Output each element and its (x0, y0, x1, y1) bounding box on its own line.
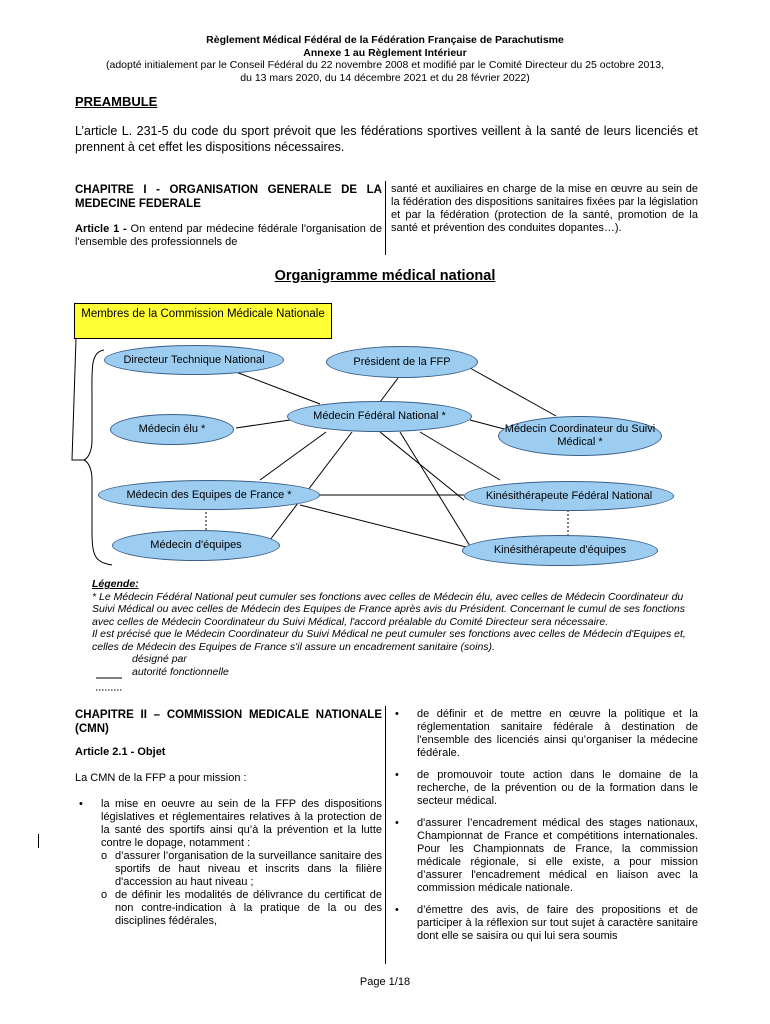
header-adoption: (adopté initialement par le Conseil Fédéral du 22 novembre 2008 et modifié par le Comité Directeur du 25 octobre 2013, (106, 59, 664, 71)
article21-title: Article 2.1 - Objet (75, 746, 166, 758)
node-medecin-federal-national: Médecin Fédéral National * (287, 401, 472, 432)
legend (92, 578, 702, 678)
legend-title: Légende: (92, 578, 139, 590)
legend-text-1: * Le Médecin Fédéral National peut cumuler ses fonctions avec celles de Médecin élu, avec celles de Médecin Coordinateur du Suivi Médical ou avec celles de Médecin des Equipes de France après avis du Président. Concernant le cumul de ses fonctions avec celles de Médecin Coordinateur du Suivi Médical, l'accord préalable du Comité Directeur sera nécessaire. (92, 590, 685, 628)
organigram-title: Organigramme médical national (274, 268, 496, 284)
mission-bullet-2: • de définir et de mettre en œuvre la politique et la réglementation sanitaire fédérale à destination de l'ensemble des licenciés ainsi qu’organiser la médecine fédérale. (391, 708, 698, 760)
revision-mark (38, 834, 39, 848)
node-medecin-equipes: Médecin d'équipes (112, 530, 280, 561)
column-divider-2 (385, 706, 386, 964)
mission-bullet-4: • d'assurer l’encadrement médical des stages nationaux, Championnat de France et compétitions internationales. Pour les Championnats de France, la commission médicale régionale, si elle existe, a pour mission d’assurer l'encadrement médical en liaison avec la commission médicale nationale. (391, 817, 698, 895)
preamble-body: L’article L. 231-5 du code du sport prévoit que les fédérations sportives veillent à la santé de leurs licenciés et prennent à cet effet les dispositions nécessaires. (75, 124, 698, 154)
node-president-ffp: Président de la FFP (326, 346, 478, 378)
mission-sub-1: o d’assurer l’organisation de la surveillance sanitaire des sportifs de haut niveau et inscrits dans la filière d'accession au haut niveau ; (101, 850, 382, 889)
chapter2-left-column (75, 708, 382, 937)
preamble-title: PREAMBULE (75, 94, 158, 109)
mission-bullet-1-text: la mise en oeuvre au sein de la FFP des dispositions législatives et réglementaires relatives à la protection de la santé des sportifs ainsi qu’à la prévention et la lutte contre le dopage, notamment : (101, 798, 382, 849)
node-medecin-elu: Médecin élu * (110, 414, 234, 445)
node-medecin-equipes-france: Médecin des Equipes de France * (98, 480, 320, 510)
node-directeur-technique-national: Directeur Technique National (104, 345, 284, 375)
legend-solid-label: désigné par (132, 653, 187, 665)
header-dates: du 13 mars 2020, du 14 décembre 2021 et du 28 février 2022) (240, 71, 530, 84)
article1-label: Article 1 - (75, 223, 127, 235)
header-annex: Annexe 1 au Règlement Intérieur (303, 46, 467, 59)
mission-bullet-3: • de promouvoir toute action dans le domaine de la recherche, de la prévention ou de la formation dans le secteur médical. (391, 769, 698, 808)
chapter2-title: CHAPITRE II – COMMISSION MEDICALE NATIONALE (CMN) (75, 709, 382, 735)
article1-text: On entend par médecine fédérale l'organisation de l'ensemble des professionnels de (75, 223, 382, 248)
chapter1-title: CHAPITRE I - ORGANISATION GENERALE DE LA MEDECINE FEDERALE (75, 184, 382, 210)
mission-sub-2: o de définir les modalités de délivrance du certificat de non contre-indication à la pratique de la ou des disciplines fédérales, (101, 889, 382, 928)
node-kine-federal-national: Kinésithérapeute Fédéral National (464, 481, 674, 511)
mission-bullet-5: • d’émettre des avis, de faire des propositions et de participer à la réflexion sur tout sujet à caractère sanitaire dont elle se saisira ou qui lui sera soumis (391, 904, 698, 943)
header-title: Règlement Médical Fédéral de la Fédération Française de Parachutisme (206, 34, 564, 46)
node-medecin-coordinateur: Médecin Coordinateur du Suivi Médical * (498, 416, 662, 456)
commission-members-box: Membres de la Commission Médicale Nationale (74, 303, 332, 339)
chapter1-right-text: santé et auxiliaires en charge de la mise en œuvre au sein de la fédération des dispositions sanitaires fixées par la législation et par la fédération (protection de la santé, promotion de la santé et prévention des conduites dopantes…). (391, 183, 698, 234)
node-kine-equipes: Kinésithérapeute d'équipes (462, 535, 658, 566)
chapter2-right-column (391, 708, 698, 952)
mission-bullet-1 (75, 798, 382, 928)
chapter2-intro: La CMN de la FFP a pour mission : (75, 772, 247, 784)
page-number: Page 1/18 (359, 976, 411, 988)
legend-dotted-label: autorité fonctionnelle (132, 665, 229, 678)
legend-text-2: Il est précisé que le Médecin Coordinateur du Suivi Médical ne peut cumuler ses fonctions avec celles de Médecin d'Equipes et, celles de Médecin des Equipes de France s'il assure un encadrement sanitaire (soins). (92, 628, 686, 653)
